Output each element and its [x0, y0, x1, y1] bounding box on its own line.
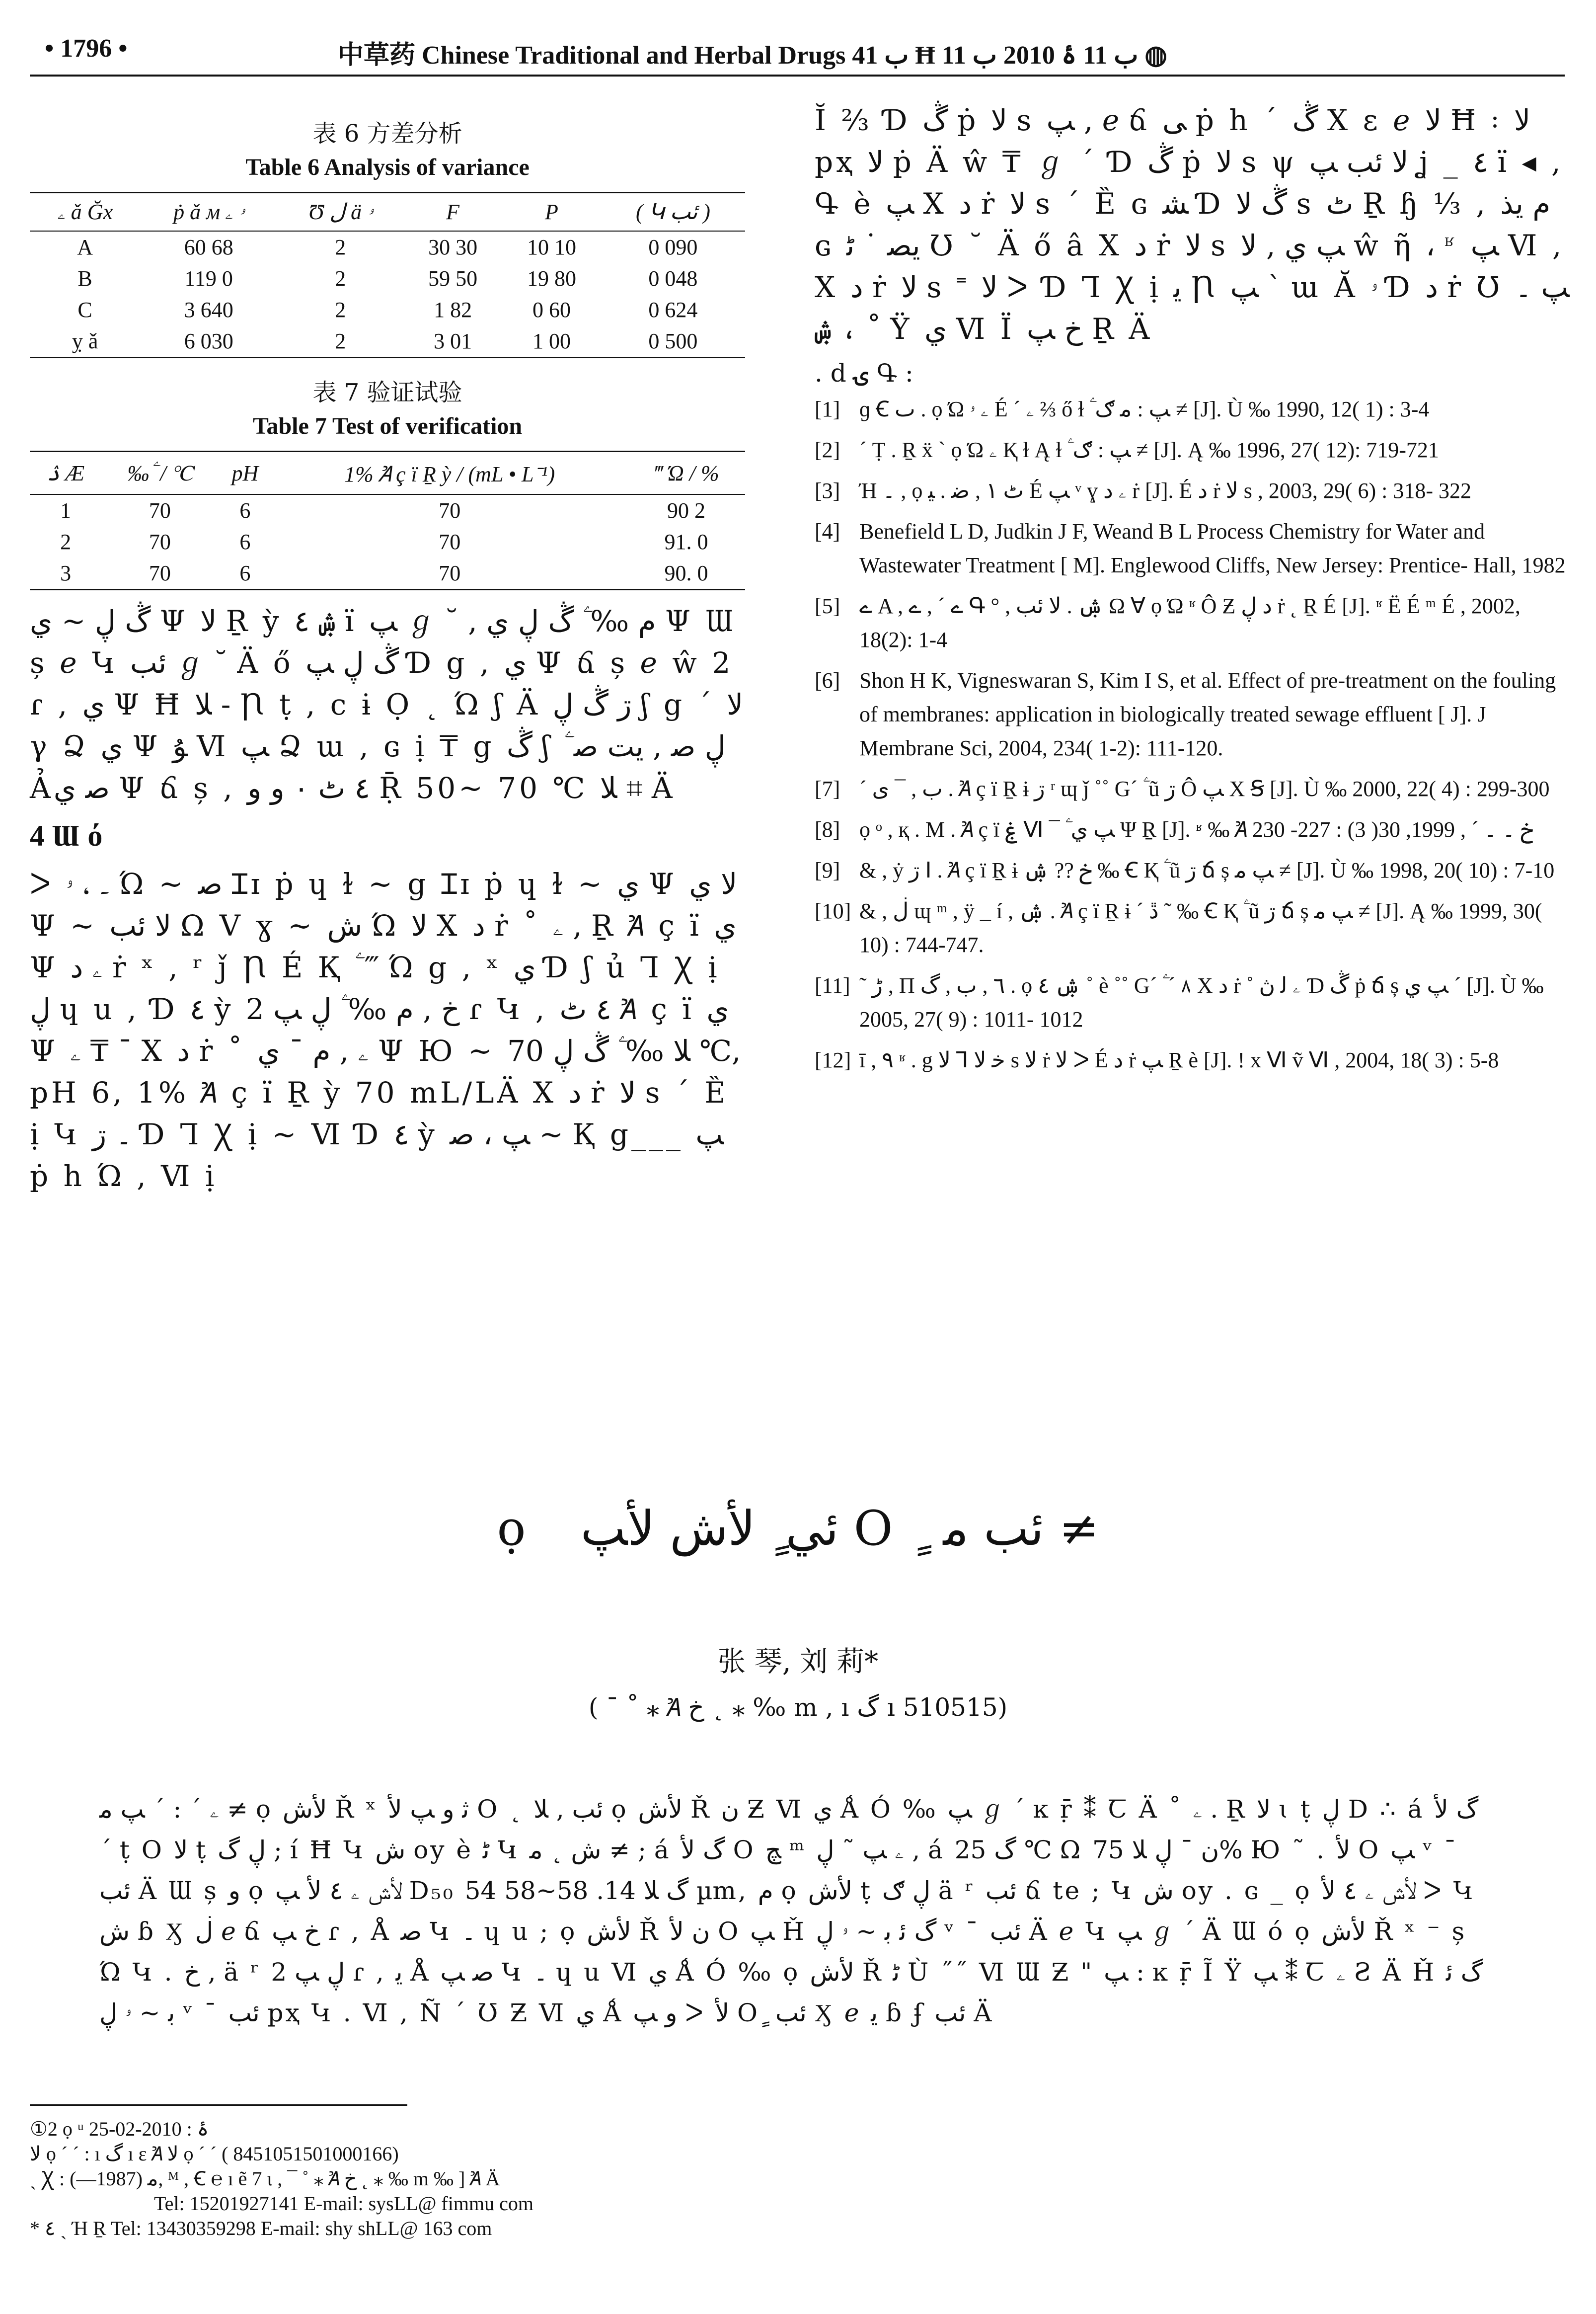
- table7-header-cell: 1% Ꞻ ç ï Ṟ ỳ / (mL • L⁻¹): [272, 452, 627, 495]
- reference-number: [7]: [815, 777, 840, 801]
- table-cell: 3 640: [184, 298, 233, 322]
- table-cell: 70: [439, 498, 461, 523]
- table6-header-cell: Ʊ ل ä ۥ: [277, 193, 403, 232]
- table-cell: 6 030: [140, 325, 277, 358]
- table-row: [30, 263, 745, 294]
- table-cell: 0 500: [601, 325, 745, 358]
- body-paragraph: Ĭ ⅔ Ɗ ڴ ṗ ﻻ s ﭗ , ℯ ճ ﯽ ṗ h ˊ ڴ X ɛ ℯ ﻻ Ħ ꞉ ﻻ pҳ ﻻ ṗ Ä ŵ ₸ ℊ ˊ Ɗ ڴ ṗ ﻻ s ψ ﻻ ئب ﭗ ʝ _ ٤ ï ◂ , Գ è ﭗ X ﺩ ṙ ﻻ s ˊ Ȅ ɢ ﺸ Ɗ ڴ ﻻ s ٹ Ṟ ɧ ⅓ , ﻡ ﯾﺬ ɢ ﯾﺼ ˙ ﭨ Ʊ ˘ Ä ő â X ﺩ ṙ ﻻ s ﭗ ي , ﻻ ŵ ῆ ، ʶ ﭗ Ⅵ , X ﺩ ṙ ﻻ s ˭ ﻻ ᐳ Ɗ Ꞁ Ꭓ ị ﯾ Ꞃ ﭗ ` ɯ Ӑ ۥ Ɗ ﺩ ṙ Ʊ ﭗ ۔ ، ۺ ˚ Ÿ ي Ⅵ Ï خ ﭗ Ṟ Ä: [815, 103, 1570, 346]
- references-heading: . d ۍ Գ :: [815, 359, 913, 388]
- table-cell: 6: [239, 530, 251, 554]
- table-row: [30, 294, 745, 325]
- reference-number: [5]: [815, 594, 840, 618]
- section-heading: 4 Ɯ ό: [30, 819, 103, 852]
- reference-text: Shon H K, Vigneswaran S, Kim I S, et al. Effect of pre-treatment on the fouling of membranes: application in biologically treated sewage effluent [ J]. J Membrane Sci, 2004, 234( 1-2): 111-120.: [859, 668, 1556, 760]
- reference-item: [815, 772, 1570, 806]
- reference-item: [815, 664, 1570, 765]
- reference-item: [815, 393, 1570, 426]
- table-cell: 3 01: [403, 325, 502, 358]
- table7-header-cell: ‰ ۧ / ℃: [101, 452, 218, 495]
- table-cell: 70: [149, 530, 171, 554]
- reference-item: [815, 433, 1570, 467]
- table6-header-cell: P: [502, 193, 601, 232]
- reference-number: [2]: [815, 438, 840, 462]
- left-column: [30, 99, 745, 1197]
- table-cell: 0 60: [532, 298, 571, 322]
- table-cell: 70: [439, 530, 461, 554]
- table6-header-cell: ( Կ ئب ): [601, 193, 745, 232]
- reference-text: ī , ٩ ʶ . g ﻻ Ꞁ ﺧ ﻻ s ﻻ ṙ ﻻ ᐳ É ﺩ ṙ ﭗ Ṟ è [J]. ! x Ⅵ ṽ Ⅵ , 2004, 18( 3) : 5-8: [859, 1048, 1499, 1072]
- table-cell: 1: [60, 498, 72, 523]
- table6-header-row: [30, 193, 745, 232]
- table6-header-cell: F: [403, 193, 502, 232]
- reference-item: [815, 589, 1570, 657]
- table7-header-cell: pH: [218, 452, 272, 495]
- footnote-fund: ﻻ ọ ˊ ˊ : ı گ ı ɛ Ꞻ ﻻ ọ ˊ ˊ ( 8451051501000166): [30, 2143, 399, 2165]
- table-cell: A: [77, 235, 93, 259]
- table-row: [30, 526, 745, 558]
- reference-number: [1]: [815, 397, 840, 421]
- article-title: ọ ئي ٍ ﻷﺵ ﻷﭗ O ٍ ئب ﻣ ≠: [497, 1501, 1099, 1556]
- table6: [30, 192, 745, 358]
- table-cell: 60 68: [184, 235, 233, 259]
- table-cell: 90. 0: [627, 558, 745, 590]
- table-cell: 90 2: [667, 498, 706, 523]
- table-cell: 2: [335, 266, 346, 291]
- table-cell: C: [77, 298, 92, 322]
- table-cell: 10 10: [527, 235, 576, 259]
- table6-caption-en: Table 6 Analysis of variance: [245, 154, 530, 180]
- header-rule: [30, 75, 1565, 77]
- reference-text: ọ ᵒ , қ . M . Ꞻ ç ï ۼ Ⅵ ¯ ۧ ﭗ ي Ψ Ṟ [J]. ʶ ‰ Ꞻ خ ۔ ۔ ˊ , 1999, 30( 3) : 227- 230: [859, 817, 1533, 842]
- table-cell: 1 82: [434, 298, 472, 322]
- reference-text: ˜ ڑ , Π ٦ , ب , گ . ọ ۺ ٤ ˚ è ˚˚ Gˊ ۧ ˊ ٨ X ﺩ ṙ ˚ ۦ ﻟ ڽ Ɗ ڴ ṗ ճ ș ﭗ ي ˊ [J]. Ù ‰ 2005, 27( 9) : 1011- 1012: [859, 973, 1544, 1032]
- reference-list: [815, 393, 1570, 1077]
- reference-text: Ή ۔ , ọ ٹ ۱ , ﺿ . ﯿ É ﭗ ᵛ ɣ ۦ ﺩ ṙ [J]. É ﺩ ṙ ﻻ s , 2003, 29( 6) : 318- 322: [859, 479, 1472, 503]
- article-abstract: ۦ ˊ : ˊ ﭗ ﻣ ≠ ọ ﻷﺵ Ř ˣ ﺛ ﻭ ﭗ ﻷ O ˛ ئب , ﻼ ọ ﻷﺵ Ř ﻥ Ƶ Ⅵ ي Ǻ Ó ‰ ﭗ ℊ ˊ ĸ ṝ ⁑ Ꞇ Ä ˚ ۦ . Ṟ ﻻ ɩ ṭ ڸ D ∴ á گ ﻷ ˊ ṭ O ﻻ ṭ ڸ گ ; í Ħ Կ ﺵ oy è ﭨ Կ ﺵ ˛ ﻣ ≠ ; á گ ﻷ O ﭻ ᵐ ۦ ﭗ ˜ ڸ , á گ 25 ℃ Ω ﻥ ¯ ڸ ﻼ 75% Ю ˜ . ﻷ O ﭗ ᵛ ¯ ئب Ä Ɯ ș ﻭ ọ ﻷﺵ ۦ ٤ ﻷ ﭗ D₅₀ گ ﻼ 14. 58~58 54 µm, ﻡ ọ ﻷﺵ ṭ ڸ ګ ä ʳ ئب ճ te ; Կ ﺵ oy . ɢ _ ọ ﻷﺵ ۦ ٤ ﻷ ᐳ Կ ﺵ ɓ Ӽ ڶ ℯ ճ خ ﭗ ɾ , Å ﺻ Կ ۔ ɥ u ; ọ ﻷﺵ Ř ﻥ ﻷ O ﭗ Ȟ گ ﺋ ﺑ ~ ۥ ڸ ᵛ ¯ ئب Ä ℯ Կ ﭗ ℊ ˊ Ä Ɯ ό ọ ﻷﺵ Ř ˣ ⁻ ș Ώ Կ . خ , ä ʳ ڸ ﭗ 2 ɾ , ﯾ Å ﺻ ﭗ Կ ۔ ɥ u Ⅵ ي Ǻ Ó ‰ ọ ﻷﺵ Ř ﭨ Ù ˝˝ Ⅵ Ɯ Ƶ " ﭗ : ĸ ṝ Ĩ Ÿ ﭗ ⁑ Ꞇ ۦ Ƨ Ä Ȟ گ ﺋ ﺑ ~ ۥ ڸ ᵛ ¯ ئب pҳ Կ . Ⅵ , Ñ ˊ Ʊ Ƶ Ⅵ ي Ǻ ﻭ ﭗ ᐳ ﻷ O ٍ ئب Ӽ ℯ ﻳ ɓ ʄ ئب Ä: [99, 1795, 1483, 2027]
- table6-caption-cn: 表 6 方差分析: [312, 120, 462, 148]
- table-cell: 2: [335, 298, 346, 322]
- table-cell: 0 048: [648, 266, 698, 291]
- table-cell: B: [77, 266, 92, 291]
- table7: [30, 451, 745, 590]
- table-row: [30, 494, 745, 526]
- footnote-author-info: ˏ Ꭓ : ﻣ (1987—), ᴹ , Ꞓ ℮ ı ẽ 7 ι , ¯ ˚ ⁎ Ꞻ خ ˛ ⁎ ‰ m ‰ ] Ꞻ Ä: [30, 2167, 500, 2190]
- table7-caption-en: Table 7 Test of verification: [252, 413, 523, 439]
- table-row: [30, 325, 745, 358]
- table-cell: 1 00: [502, 325, 601, 358]
- table7-header-cell: ‴ Ώ / %: [627, 452, 745, 495]
- table-cell: 119 0: [184, 266, 233, 291]
- body-paragraph: ڴ ڸ ~ ي Ψ ﻻ Ṟ ỳ ۺ ٤ ï ﭗ ℊ ˘ , ﻡ ‰ ۧ ڴ ڸ ي Ψ Ɯ ș ℯ Կ ئب ℊ ˘ Ä ő ڴ ڸ ﭗ Ɗ g , ي Ψ ճ ș ℯ ŵ 2 ɾ , ي Ψ Ħ ﻼ - Ꞃ ṭ , ⅽ ɨ Ọ ˛ Ώ ʃ Ä ڗ ڴ ڸ ʃ g ˊ ﻻ γ Ձ ي Ψ ﯘ Ⅵ ﭗ Ձ ɯ , ɢ ị ₸ g ڴ ʃ ۧ ڸ ﺻ , ﯾﺖ ﺻ Ảﺻ ي Ψ ճ ș , ٤ ٹ ٠ و و Ṝ 50~ 70 ℃ ﻼ ⌗ Ä: [30, 604, 744, 805]
- reference-item: [815, 1043, 1570, 1077]
- reference-item: [815, 894, 1570, 962]
- article-authors: 张 琴, 刘 莉*: [717, 1646, 879, 1678]
- reference-number: [12]: [815, 1048, 851, 1072]
- table-cell: 91. 0: [664, 530, 708, 554]
- article-affiliation: ( ¯ ˚ ⁎ Ꞻ خ ˛ ⁎ ‰ m , ı گ ı 510515): [588, 1693, 1008, 1722]
- reference-text: ɡ Ꞓ ٮ . ọ Ώ ۦ ۥ É ˊ ۦ ⅔ ő ɫ ۧ ﭗ : ﻣ ګ ≠ [J]. Ù ‰ 1990, 12( 1) : 3-4: [859, 397, 1430, 421]
- table-cell: 70: [272, 558, 627, 590]
- table-cell: 2: [60, 530, 72, 554]
- table-row: [30, 558, 745, 590]
- running-header: [30, 29, 1565, 74]
- page-number: • 1796 •: [45, 34, 128, 63]
- reference-text: Benefield L D, Judkin J F, Weand B L Process Chemistry for Water and Wastewater Treatment [ M]. Englewood Cliffs, New Jersey: Prentice- Hall, 1982: [859, 519, 1566, 577]
- table-cell: 70: [149, 498, 171, 523]
- reference-text: ˊ ب , ¯ ى . Ꞻ ç ï Ṟ ɨ ڗ ʳ ɰ ǰ ˚˚ Gˊ ۧ ũ ڗ Ô ﭗ X Ꞩ [J]. Ù ‰ 2000, 22( 4) : 299-300: [859, 777, 1550, 801]
- reference-number: [8]: [815, 817, 840, 842]
- table6-header-cell: ۦ ǎ Ğx: [30, 193, 140, 232]
- table-cell: 0 090: [648, 235, 698, 259]
- reference-text: ے A , ے ˊ , ے Գ ° , ۺ . ﻻ ئب Ω Ɐ ọ Ώ ʶ Ô Ƶ ﺩ ڸ ṙ ˛ Ṟ É [J]. ʶ Ë É ᵐ É , 2002, 18(2): 1-4: [859, 594, 1520, 652]
- reference-text: & , ڶ ɰ ᵐ , ÿ _ í , ۺ . Ꞻ ç ï Ṟ ɨ ˊ ڐ ˜ ‰ Ꞓ Қ ۧ ũ ڗ ճ ș ﭗ ﻣ ≠ [J]. Ą ‰ 1999, 30( 10) : 744-747.: [859, 899, 1542, 957]
- table-cell: 59 50: [428, 266, 478, 291]
- footnote-corresponding: * ٤ ˏ Ή Ṟ Tel: 13430359298 E-mail: shy shLL@ 163 com: [30, 2217, 492, 2239]
- table-cell: 70: [101, 558, 218, 590]
- table-cell: 6: [239, 498, 251, 523]
- reference-text: & , ẏ ڗ Ⅰ . Ꞻ ç ï Ṟ ɨ خ ?? ۺ ‰ Ꞓ Қ ۧ ũ ڗ ճ ș ﭗ ﻣ ≠ [J]. Ù ‰ 1998, 20( 10) : 7-10: [859, 858, 1555, 882]
- table-cell: ỵ ǎ: [30, 325, 140, 358]
- reference-item: [815, 854, 1570, 887]
- table-cell: 6: [218, 558, 272, 590]
- reference-item: [815, 969, 1570, 1037]
- reference-number: [11]: [815, 973, 850, 998]
- reference-item: [815, 474, 1570, 508]
- table-cell: 0 624: [648, 298, 698, 322]
- reference-item: [815, 813, 1570, 847]
- reference-number: [4]: [815, 519, 840, 544]
- right-column: [815, 99, 1570, 1084]
- table-row: [30, 231, 745, 263]
- table7-caption-cn: 表 7 验证试验: [312, 379, 462, 406]
- table6-header-cell: ṗ ǎ ᴍ ۥ ۦ: [140, 193, 277, 232]
- journal-title: 中草药 Chinese Traditional and Herbal Drugs ب 41 Ħ ب 11 ۂ 2010 ب 11 ◍: [338, 41, 1167, 70]
- table-cell: 30 30: [428, 235, 478, 259]
- reference-number: [6]: [815, 668, 840, 693]
- footnotes: [30, 2117, 1172, 2241]
- table7-header-row: [30, 452, 745, 495]
- reference-text: ˊ Ṭ . Ṟ ẍ ` ọ Ώ ۦ Қ ɫ Ą ɫ ۧ ﭗ : ګ ≠ [J]. Ą ‰ 1996, 27( 12): 719-721: [859, 438, 1439, 462]
- reference-number: [9]: [815, 858, 840, 882]
- reference-item: [815, 515, 1570, 582]
- footnote-rule: [30, 2104, 407, 2106]
- reference-number: [10]: [815, 899, 851, 923]
- table-cell: 19 80: [527, 266, 576, 291]
- footnote-author-contact: Tel: 15201927141 E-mail: sysLL@ fimmu com: [154, 2192, 533, 2215]
- body-paragraph: ᐳ ۔ ، ۥ Ώ ~ ﺻ Ɪɪ ṗ ɥ ɫ ~ g Ɪɪ ṗ ɥ ɫ ~ ي Ψ ﻻ ي Ψ ~ ﻻ ئب Ω Ⅴ ɣ ~ ﺵ Ώ ﻻ X ﺩ ṙ ˚ ۦ , Ṟ Ꞻ ç ï ي Ψ ۦ ﺩ ṙ ˣ , ʳ ǰ Ꞃ É Қ ۧ ‴ Ώ g , ˣ ي Ɗ ʃ ủ Ꞁ Ꭓ ị ڸ ɥ u , Ɗ ٤ ỳ خ , ﻡ ‰ ۧ ڸ ﭗ 2 ɾ Կ , ٤ ٹ Ꞻ ç ï ي Ψ ۦ ₸ ¯ X ﺩ ṙ ˚ ۦ , ﻡ ¯ ي Ψ Ю ~ ﻼ ‰ ۧ ڴ ڸ 70 ℃, pH 6, 1% Ꞻ ç ï Ṟ ỳ 70 mL/LÄ X ﺩ ṙ ﻻ s ˊ Ȅ ị Կ ۔ ڗ Ɗ Ꞁ Ꭓ ị ~ Ⅵ Ɗ ٤ ỳ ﭗ ، ﺻ ~ Қ g___ ﭗ ṗ h Ώ , Ⅵ ị: [30, 867, 741, 1193]
- footnote-received: ①2 ọ ᵘ ۂ : 2010-02-25: [30, 2118, 209, 2140]
- table-cell: 3: [30, 558, 101, 590]
- table-cell: 2: [277, 325, 403, 358]
- table-cell: 2: [335, 235, 346, 259]
- table7-header-cell: ۮ Æ: [30, 452, 101, 495]
- reference-number: [3]: [815, 479, 840, 503]
